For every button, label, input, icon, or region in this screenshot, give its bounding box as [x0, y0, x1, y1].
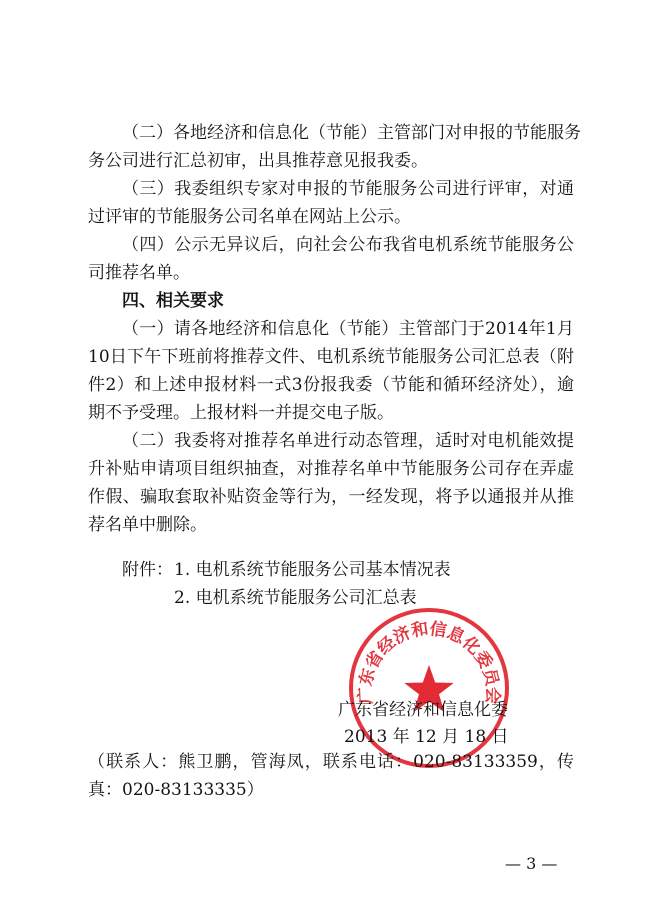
- body-line: （二）各地经济和信息化（节能）主管部门对申报的节能服务: [122, 123, 581, 143]
- body-line: （三）我委组织专家对申报的节能服务公司进行评审，对通: [122, 179, 574, 199]
- body-line: 作假、骗取套取补贴资金等行为，一经发现，将予以通报并从推: [88, 487, 574, 507]
- body-line: 过评审的节能服务公司名单在网站上公示。: [88, 207, 411, 227]
- body-line: 件2）和上述申报材料一式3份报我委（节能和循环经济处），逾: [88, 375, 574, 395]
- seal-text: 广东省经济和信息化委员会: [355, 619, 503, 705]
- body-line: 10日下午下班前将推荐文件、电机系统节能服务公司汇总表（附: [88, 347, 574, 367]
- issue-date: 2013 年 12 月 18 日: [344, 727, 509, 747]
- body-line: 荐名单中删除。: [88, 515, 207, 535]
- body-line: 务公司进行汇总初审，出具推荐意见报我委。: [88, 151, 428, 171]
- contact-line-1: （联系人：熊卫鹏，管海凤，联系电话：020-83133359，传: [88, 752, 574, 772]
- body-line: （一）请各地经济和信息化（节能）主管部门于2014年1月: [122, 319, 574, 339]
- body-line: （二）我委将对推荐名单进行动态管理，适时对电机能效提: [122, 431, 574, 451]
- issuing-organization: 广东省经济和信息化委: [338, 700, 508, 720]
- attachments-label: 附件：: [122, 560, 173, 580]
- body-line: 升补贴申请项目组织抽查，对推荐名单中节能服务公司存在弄虚: [88, 459, 574, 479]
- attachment-item-1: 1. 电机系统节能服务公司基本情况表: [174, 560, 451, 580]
- body-line: 司推荐名单。: [88, 263, 190, 283]
- page-number: — 3 —: [505, 854, 558, 873]
- contact-line-2: 真：020-83133335）: [88, 780, 264, 800]
- section-heading: 四、相关要求: [122, 291, 224, 311]
- official-seal: [344, 603, 514, 773]
- attachment-item-2: 2. 电机系统节能服务公司汇总表: [174, 588, 417, 608]
- body-line: 期不予受理。上报材料一并提交电子版。: [88, 403, 394, 423]
- body-line: （四）公示无异议后，向社会公布我省电机系统节能服务公: [122, 235, 574, 255]
